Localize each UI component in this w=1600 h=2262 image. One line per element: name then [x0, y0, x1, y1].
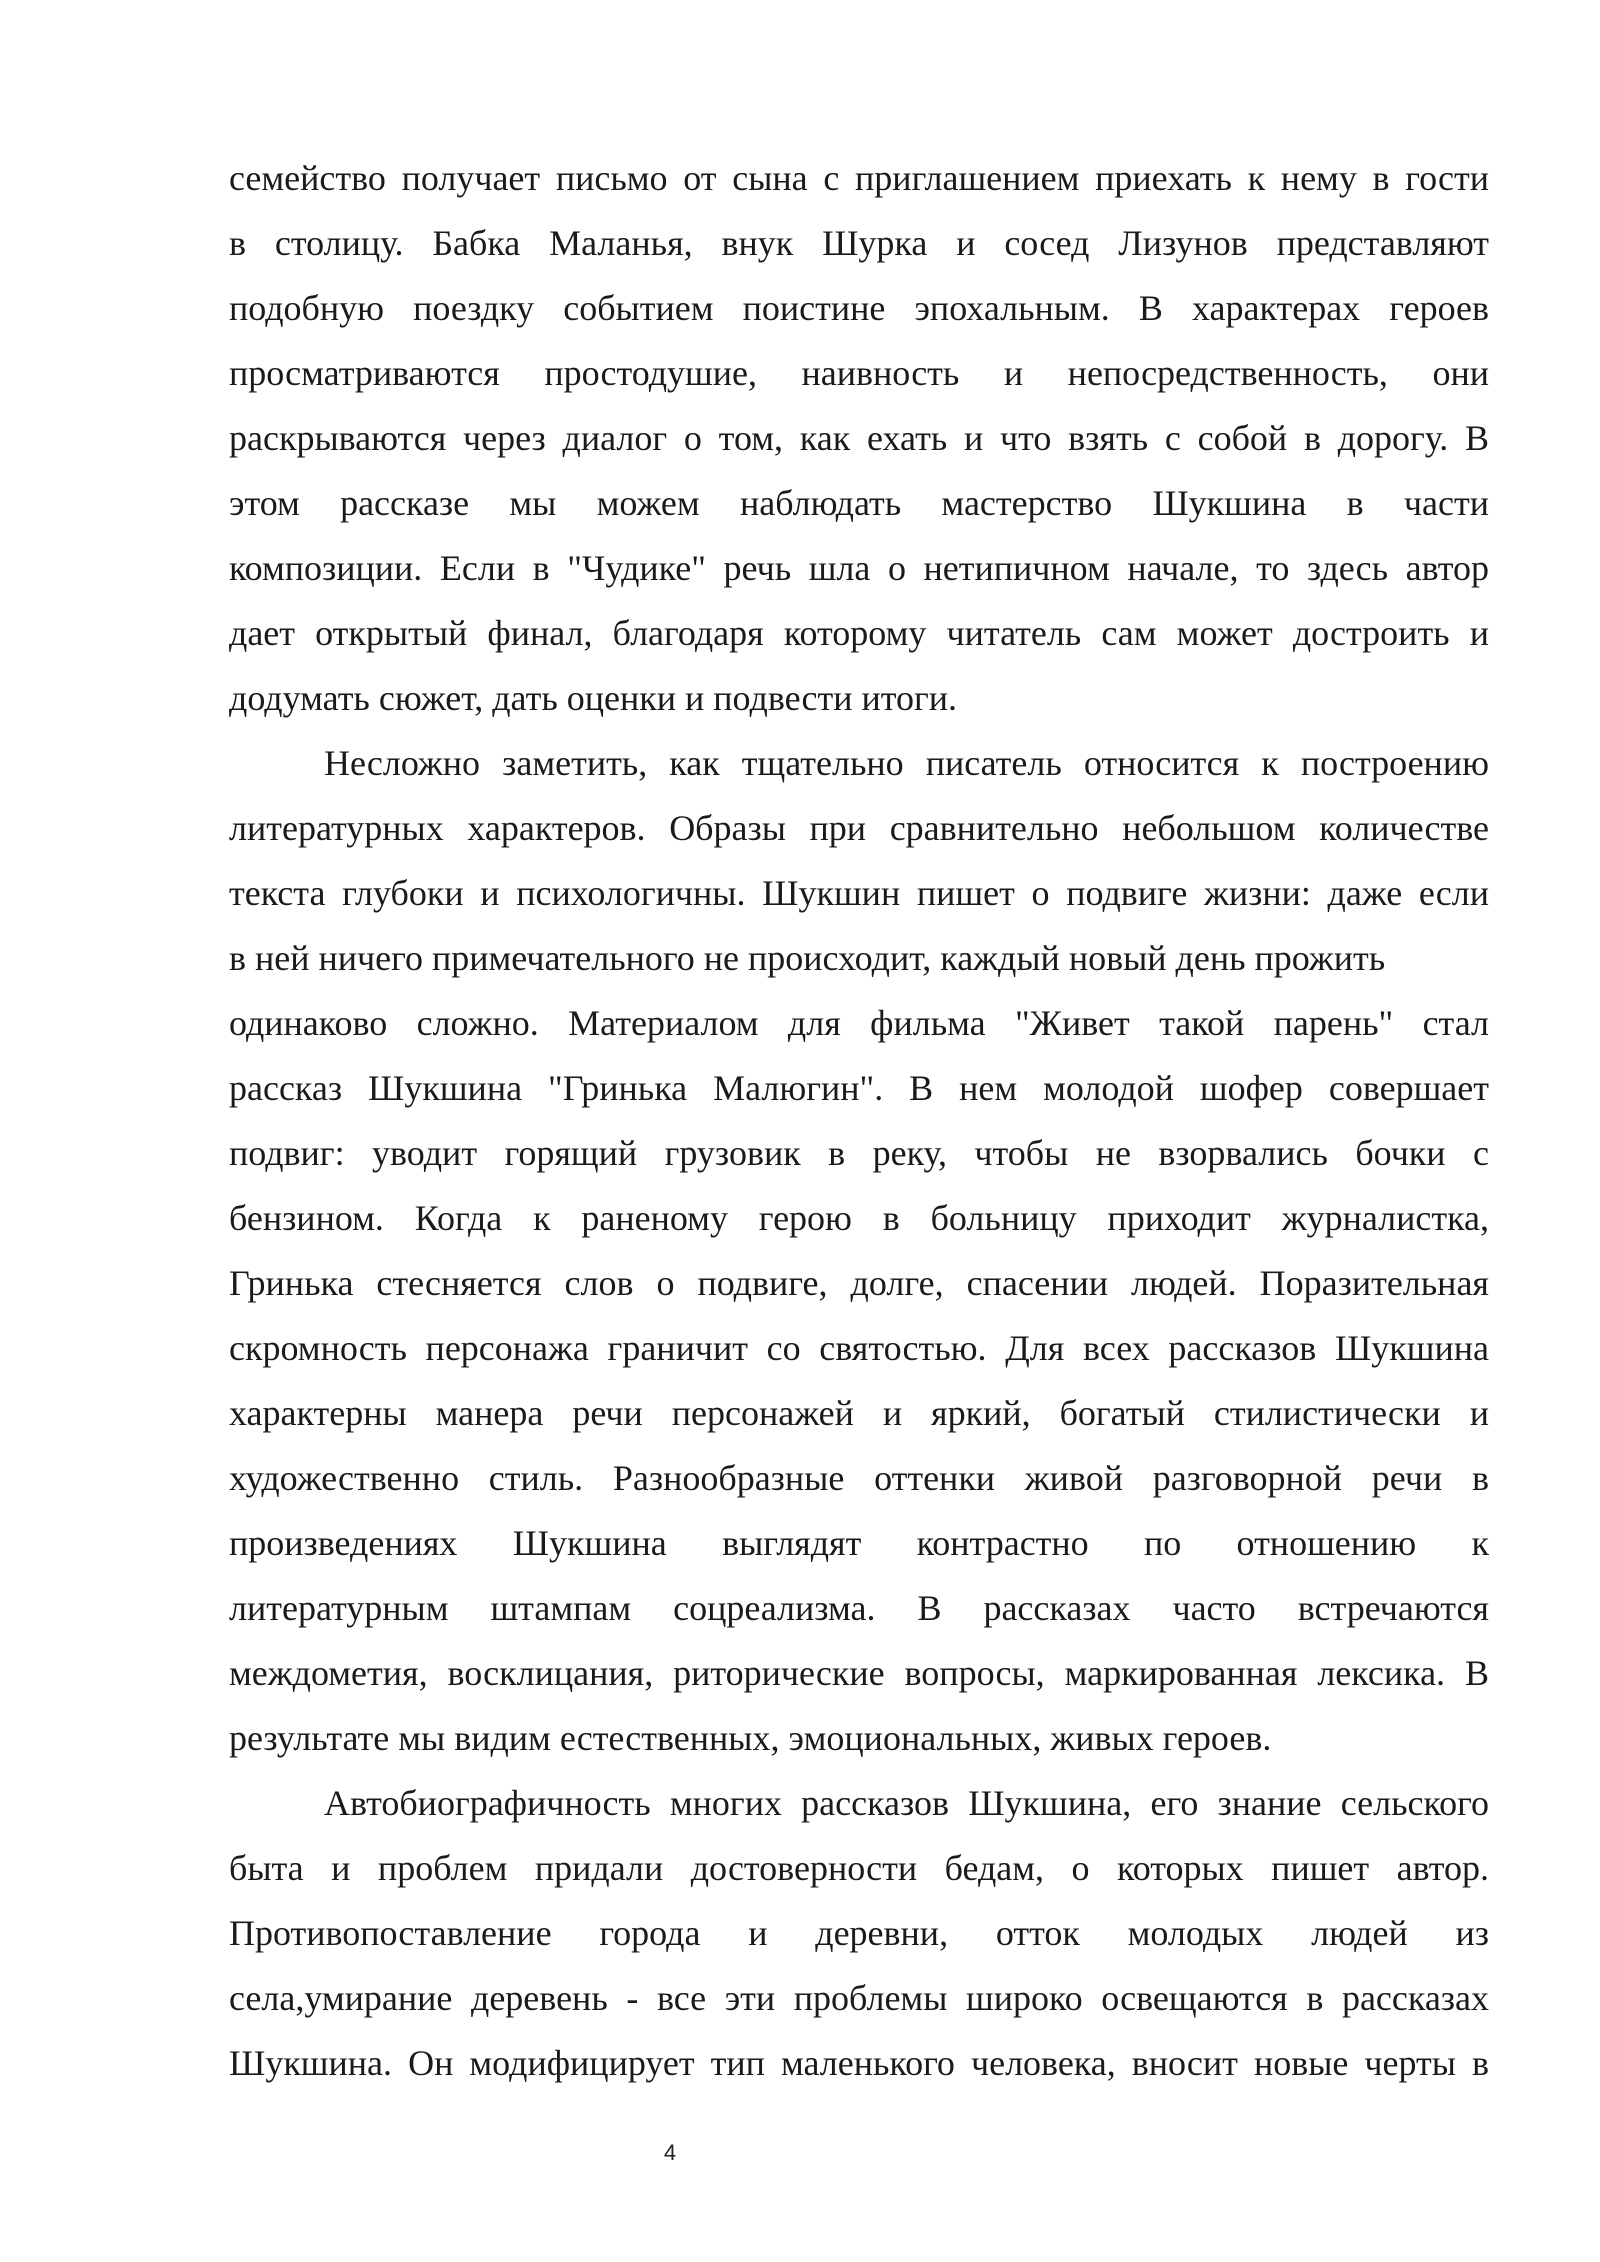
text-line: раскрываются через диалог о том, как ехать и что взять с собой в дорогу. В	[229, 418, 1489, 458]
text-line: произведениях Шукшина выглядят контрастно по отношению к	[229, 1523, 1489, 1563]
text-line: Шукшина. Он модифицирует тип маленького человека, вносит новые черты в	[229, 2043, 1489, 2083]
text-line: в ней ничего примечательного не происходит, каждый новый день прожить	[229, 938, 1386, 978]
paragraph-first-line: Несложно заметить, как тщательно писатель относится к построению	[324, 743, 1489, 783]
page-number: 4	[663, 2140, 677, 2165]
text-line: этом рассказе мы можем наблюдать мастерство Шукшина в части	[229, 483, 1489, 523]
text-line: междометия, восклицания, риторические вопросы, маркированная лексика. В	[229, 1653, 1489, 1693]
text-line: литературных характеров. Образы при сравнительно небольшом количестве	[229, 808, 1489, 848]
text-line: результате мы видим естественных, эмоциональных, живых героев.	[229, 1718, 1272, 1758]
text-line: дает открытый финал, благодаря которому читатель сам может достроить и	[229, 613, 1489, 653]
text-line: художественно стиль. Разнообразные оттенки живой разговорной речи в	[229, 1458, 1489, 1498]
text-line: одинаково сложно. Материалом для фильма "Живет такой парень" стал	[229, 1003, 1489, 1043]
text-line: быта и проблем придали достоверности бедам, о которых пишет автор.	[229, 1848, 1489, 1888]
text-line: композиции. Если в "Чудике" речь шла о нетипичном начале, то здесь автор	[229, 548, 1489, 588]
text-line: подвиг: уводит горящий грузовик в реку, чтобы не взорвались бочки с	[229, 1133, 1489, 1173]
text-line: просматриваются простодушие, наивность и непосредственность, они	[229, 353, 1489, 393]
text-line: скромность персонажа граничит со святостью. Для всех рассказов Шукшина	[229, 1328, 1489, 1368]
text-line: подобную поездку событием поистине эпохальным. В характерах героев	[229, 288, 1489, 328]
text-line: села,умирание деревень - все эти проблемы широко освещаются в рассказах	[229, 1978, 1489, 2018]
text-line: текста глубоки и психологичны. Шукшин пишет о подвиге жизни: даже если	[229, 873, 1489, 913]
text-line: характерны манера речи персонажей и яркий, богатый стилистически и	[229, 1393, 1489, 1433]
text-line: в столицу. Бабка Маланья, внук Шурка и сосед Лизунов представляют	[229, 223, 1489, 263]
text-line: додумать сюжет, дать оценки и подвести итоги.	[229, 678, 958, 718]
text-line: семейство получает письмо от сына с приглашением приехать к нему в гости	[229, 158, 1489, 198]
text-line: рассказ Шукшина "Гринька Малюгин". В нем молодой шофер совершает	[229, 1068, 1489, 1108]
text-line: Гринька стесняется слов о подвиге, долге, спасении людей. Поразительная	[229, 1263, 1489, 1303]
paragraph-first-line: Автобиографичность многих рассказов Шукшина, его знание сельского	[324, 1783, 1489, 1823]
body-text	[229, 146, 1489, 2096]
text-line: литературным штампам соцреализма. В рассказах часто встречаются	[229, 1588, 1489, 1628]
text-line: бензином. Когда к раненому герою в больницу приходит журналистка,	[229, 1198, 1489, 1238]
text-line: Противопоставление города и деревни, отток молодых людей из	[229, 1913, 1489, 1953]
